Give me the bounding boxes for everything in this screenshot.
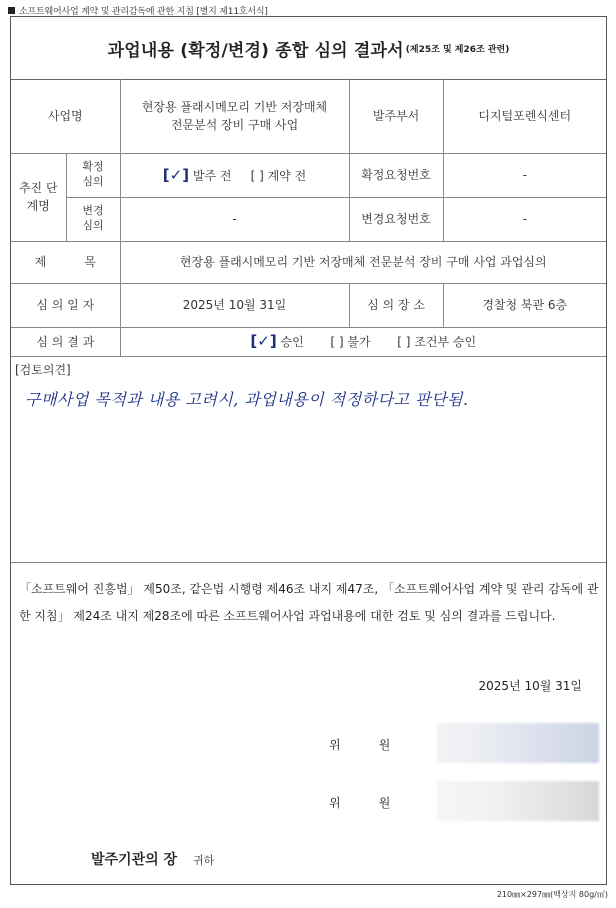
member-1-signature-redacted: [437, 723, 599, 763]
member-2-signature-redacted: [437, 781, 599, 821]
confirm-options: [120, 153, 349, 197]
info-table: [11, 79, 606, 357]
sign-date: 2025년 10월 31일: [478, 679, 582, 693]
confirm-req-label: 확정요청번호: [349, 153, 443, 197]
confirm-req-value: -: [443, 153, 606, 197]
form-reference-text: 소프트웨어사업 계약 및 관리감독에 관한 지침 [별지 제11호서식]: [19, 7, 268, 17]
result-reject-checkbox[interactable]: [ ] 불가: [330, 335, 371, 350]
document-frame: [10, 16, 607, 885]
subject-value: 현장용 플래시메모리 기반 저장매체 전문분석 장비 구매 사업 과업심의: [120, 241, 606, 283]
addressee-suffix: 귀하: [193, 854, 215, 867]
review-handwritten-opinion: 구매사업 목적과 내용 고려시, 과업내용이 적정하다고 판단됨.: [25, 390, 469, 409]
member-2-label: 위 원: [329, 796, 391, 810]
stage-label: 추진 단계명: [11, 153, 66, 241]
date-row: [11, 283, 606, 327]
subject-label: 제 목: [11, 241, 120, 283]
confirm-row: [11, 153, 606, 197]
result-conditional-checkbox[interactable]: [ ] 조건부 승인: [397, 335, 477, 350]
change-req-value: -: [443, 197, 606, 241]
change-label: 변경 심의: [66, 197, 120, 241]
project-row: [11, 79, 606, 153]
addressee-name: 발주기관의 장: [91, 852, 178, 868]
dept-label: 발주부서: [349, 79, 443, 153]
result-row: [11, 327, 606, 356]
project-label: 사업명: [11, 79, 120, 153]
dept-value: 디지털포렌식센터: [443, 79, 606, 153]
confirm-before-order-checkbox[interactable]: [✓] 발주 전: [162, 165, 232, 184]
change-row: [11, 197, 606, 241]
subject-row: [11, 241, 606, 283]
place-label: 심 의 장 소: [349, 283, 443, 327]
change-req-label: 변경요청번호: [349, 197, 443, 241]
square-bullet-icon: [8, 7, 15, 14]
result-options: [120, 327, 606, 356]
change-value: -: [120, 197, 349, 241]
result-label: 심 의 결 과: [11, 327, 120, 356]
document-subtitle: (제25조 및 제26조 관련): [405, 44, 510, 55]
paper-spec: 210㎜×297㎜(백상지 80g/㎡): [496, 890, 608, 899]
addressee: [91, 849, 214, 869]
confirm-label: 확정 심의: [66, 153, 120, 197]
place-value: 경찰청 북관 6층: [443, 283, 606, 327]
document-title: 과업내용 (확정/변경) 종합 심의 결과서: [107, 40, 404, 61]
review-section: [11, 356, 606, 563]
title-row: [11, 17, 606, 80]
date-value: 2025년 10월 31일: [120, 283, 349, 327]
confirm-before-contract-checkbox[interactable]: [ ] 계약 전: [250, 168, 307, 183]
member-1-label: 위 원: [329, 738, 391, 752]
review-label: [검토의견]: [15, 363, 71, 377]
date-label: 심 의 일 자: [11, 283, 120, 327]
project-value: 현장용 플래시메모리 기반 저장매체 전문분석 장비 구매 사업: [120, 79, 349, 153]
result-approve-checkbox[interactable]: [✓] 승인: [250, 332, 304, 351]
statement-text: 「소프트웨어 진흥법」 제50조, 같은법 시행령 제46조 내지 제47조, 「소프트웨어사업 계약 및 관리 감독에 관한 지침」 제24조 내지 제28조에 따른 소프트웨어사업 과업내용에 대한 검토 및 심의 결과를 드립니다.: [19, 582, 599, 623]
